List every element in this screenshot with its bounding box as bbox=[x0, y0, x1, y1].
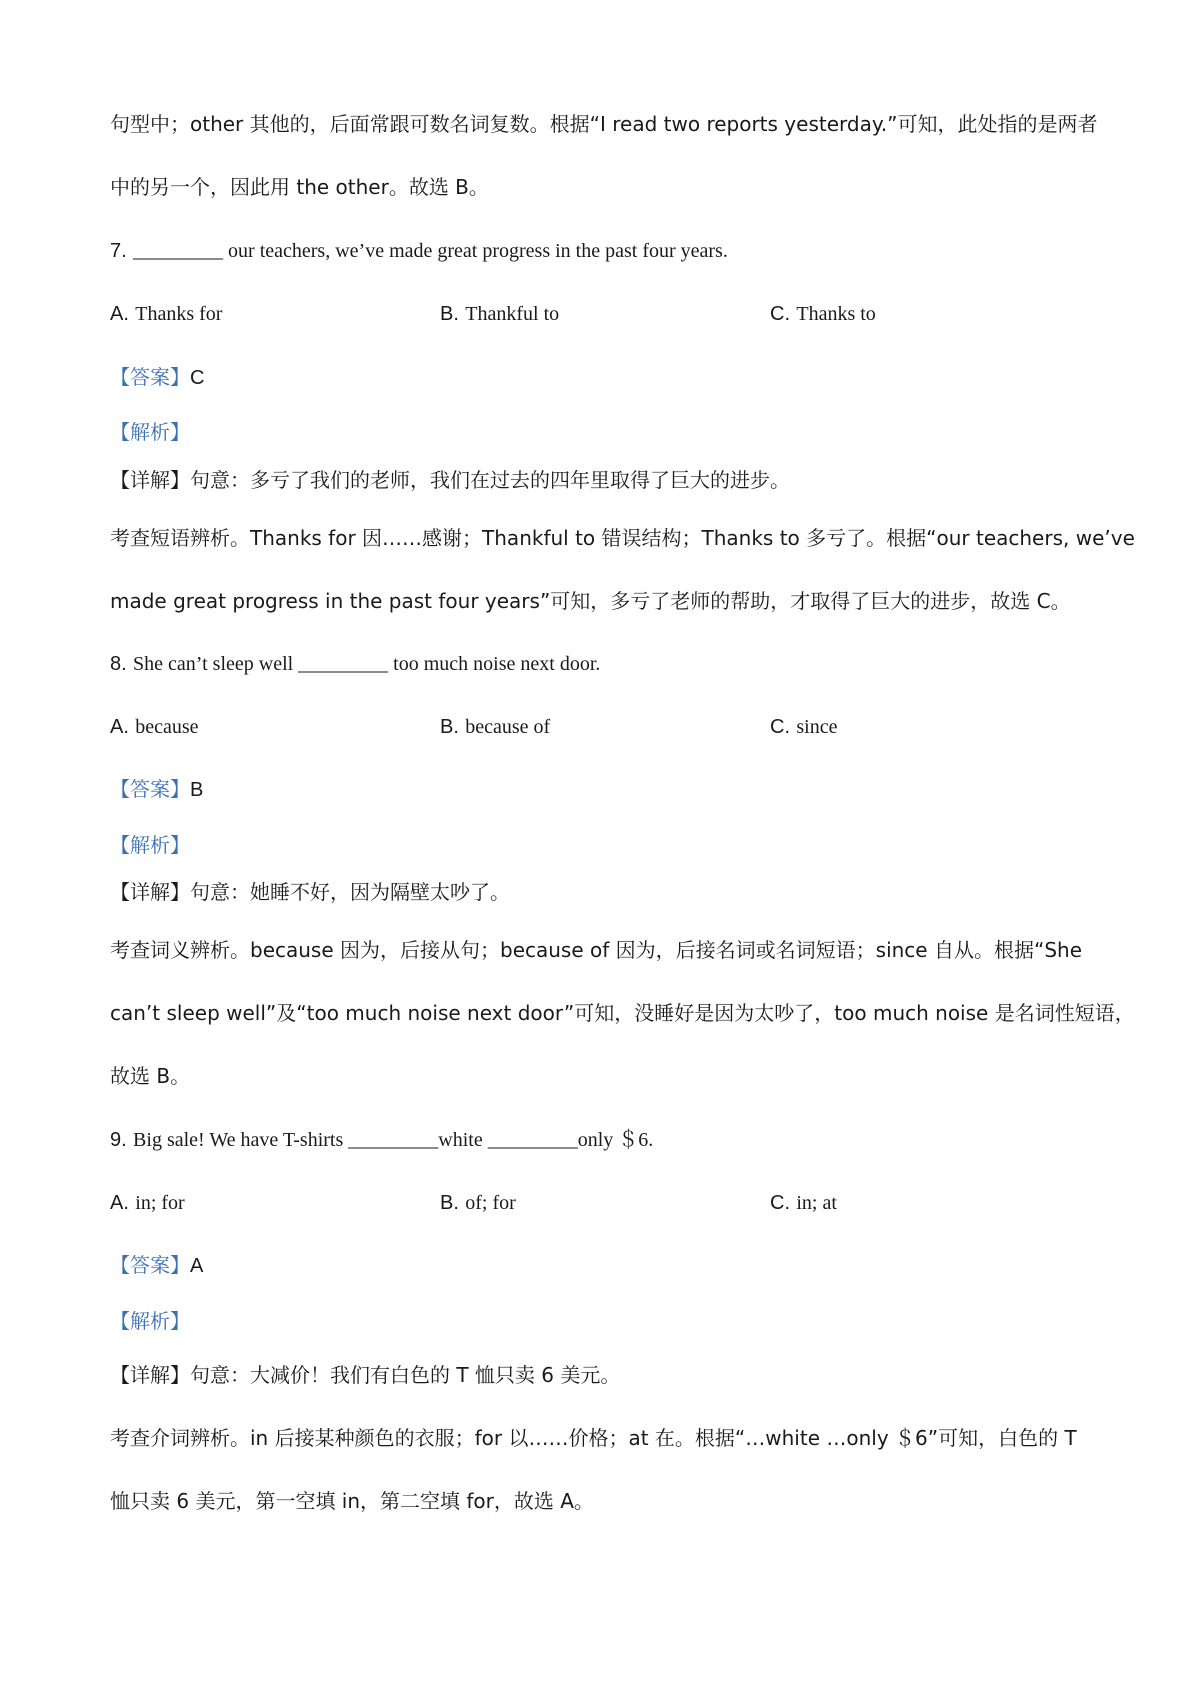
option-letter: B. bbox=[440, 303, 459, 325]
analysis-label: 【解析】 bbox=[110, 833, 190, 857]
intro-line-1: 句型中；other 其他的，后面常跟可数名词复数。根据“I read two reports yesterday.”可知，此处指的是两者 bbox=[110, 112, 1098, 136]
question-text: _________ our teachers, we’ve made great progress in the past four years. bbox=[133, 240, 728, 262]
answer-value: C bbox=[190, 367, 205, 389]
question-9-option-a bbox=[110, 1188, 185, 1217]
question-text: She can’t sleep well _________ too much noise next door. bbox=[133, 653, 601, 675]
option-letter: A. bbox=[110, 303, 129, 325]
option-text: in; for bbox=[135, 1192, 185, 1214]
option-letter: C. bbox=[770, 1192, 790, 1214]
question-7-option-a bbox=[110, 299, 222, 328]
option-letter: C. bbox=[770, 303, 790, 325]
question-7-answer bbox=[110, 363, 1100, 392]
question-9-explain-1: 考查介词辨析。in 后接某种颜色的衣服；for 以……价格；at 在。根据“…white …only ＄6”可知，白色的 T bbox=[110, 1426, 1077, 1450]
option-text: of; for bbox=[465, 1192, 516, 1214]
question-9-explain-2: 恤只卖 6 美元，第一空填 in，第二空填 for，故选 A。 bbox=[110, 1489, 594, 1513]
option-letter: B. bbox=[440, 1192, 459, 1214]
question-7-explain-1: 考查短语辨析。Thanks for 因……感谢；Thankful to 错误结构；Thanks to 多亏了。根据“our teachers, we’ve bbox=[110, 526, 1135, 550]
question-number: 7. bbox=[110, 240, 127, 262]
intro-line-2: 中的另一个，因此用 the other。故选 B。 bbox=[110, 175, 489, 199]
answer-label: 【答案】 bbox=[110, 365, 190, 389]
question-9-option-b bbox=[440, 1188, 516, 1217]
question-8-explain-1: 考查词义辨析。because 因为，后接从句；because of 因为，后接名词或名词短语；since 自从。根据“She bbox=[110, 938, 1083, 962]
question-text: Big sale! We have T-shirts _________white _________only ＄6. bbox=[133, 1129, 654, 1151]
question-8-option-a bbox=[110, 712, 199, 741]
analysis-label: 【解析】 bbox=[110, 1309, 190, 1333]
question-8-stem bbox=[110, 649, 1100, 678]
answer-label: 【答案】 bbox=[110, 777, 190, 801]
option-text: in; at bbox=[796, 1192, 837, 1214]
question-9-answer bbox=[110, 1251, 1100, 1280]
question-7-option-c bbox=[770, 299, 876, 328]
option-text: Thanks to bbox=[796, 303, 876, 325]
question-9-stem bbox=[110, 1125, 1100, 1154]
question-9-analysis-label bbox=[110, 1307, 1100, 1335]
question-7-option-b bbox=[440, 299, 559, 328]
option-text: since bbox=[796, 716, 838, 738]
answer-value: B bbox=[190, 779, 204, 801]
question-8-answer bbox=[110, 775, 1100, 804]
question-number: 8. bbox=[110, 653, 127, 675]
analysis-label: 【解析】 bbox=[110, 420, 190, 444]
question-9-detail: 【详解】句意：大减价！我们有白色的 T 恤只卖 6 美元。 bbox=[110, 1363, 621, 1387]
option-letter: B. bbox=[440, 716, 459, 738]
question-7-explain-2: made great progress in the past four years”可知，多亏了老师的帮助，才取得了巨大的进步，故选 C。 bbox=[110, 589, 1071, 613]
question-8-explain-2: can’t sleep well”及“too much noise next door”可知，没睡好是因为太吵了，too much noise 是名词性短语， bbox=[110, 1001, 1135, 1025]
option-text: Thankful to bbox=[465, 303, 560, 325]
option-letter: A. bbox=[110, 1192, 129, 1214]
question-8-explain-3: 故选 B。 bbox=[110, 1064, 191, 1088]
question-8-option-b bbox=[440, 712, 550, 741]
option-text: because bbox=[135, 716, 199, 738]
option-text: Thanks for bbox=[135, 303, 223, 325]
question-7-analysis-label bbox=[110, 418, 1100, 446]
option-text: because of bbox=[465, 716, 551, 738]
question-7-stem bbox=[110, 236, 1100, 265]
answer-value: A bbox=[190, 1255, 204, 1277]
answer-label: 【答案】 bbox=[110, 1253, 190, 1277]
question-number: 9. bbox=[110, 1129, 127, 1151]
question-8-analysis-label bbox=[110, 831, 1100, 859]
option-letter: A. bbox=[110, 716, 129, 738]
question-7-detail: 【详解】句意：多亏了我们的老师，我们在过去的四年里取得了巨大的进步。 bbox=[110, 468, 790, 492]
question-8-option-c bbox=[770, 712, 837, 741]
option-letter: C. bbox=[770, 716, 790, 738]
question-9-option-c bbox=[770, 1188, 837, 1217]
question-8-detail: 【详解】句意：她睡不好，因为隔壁太吵了。 bbox=[110, 880, 510, 904]
